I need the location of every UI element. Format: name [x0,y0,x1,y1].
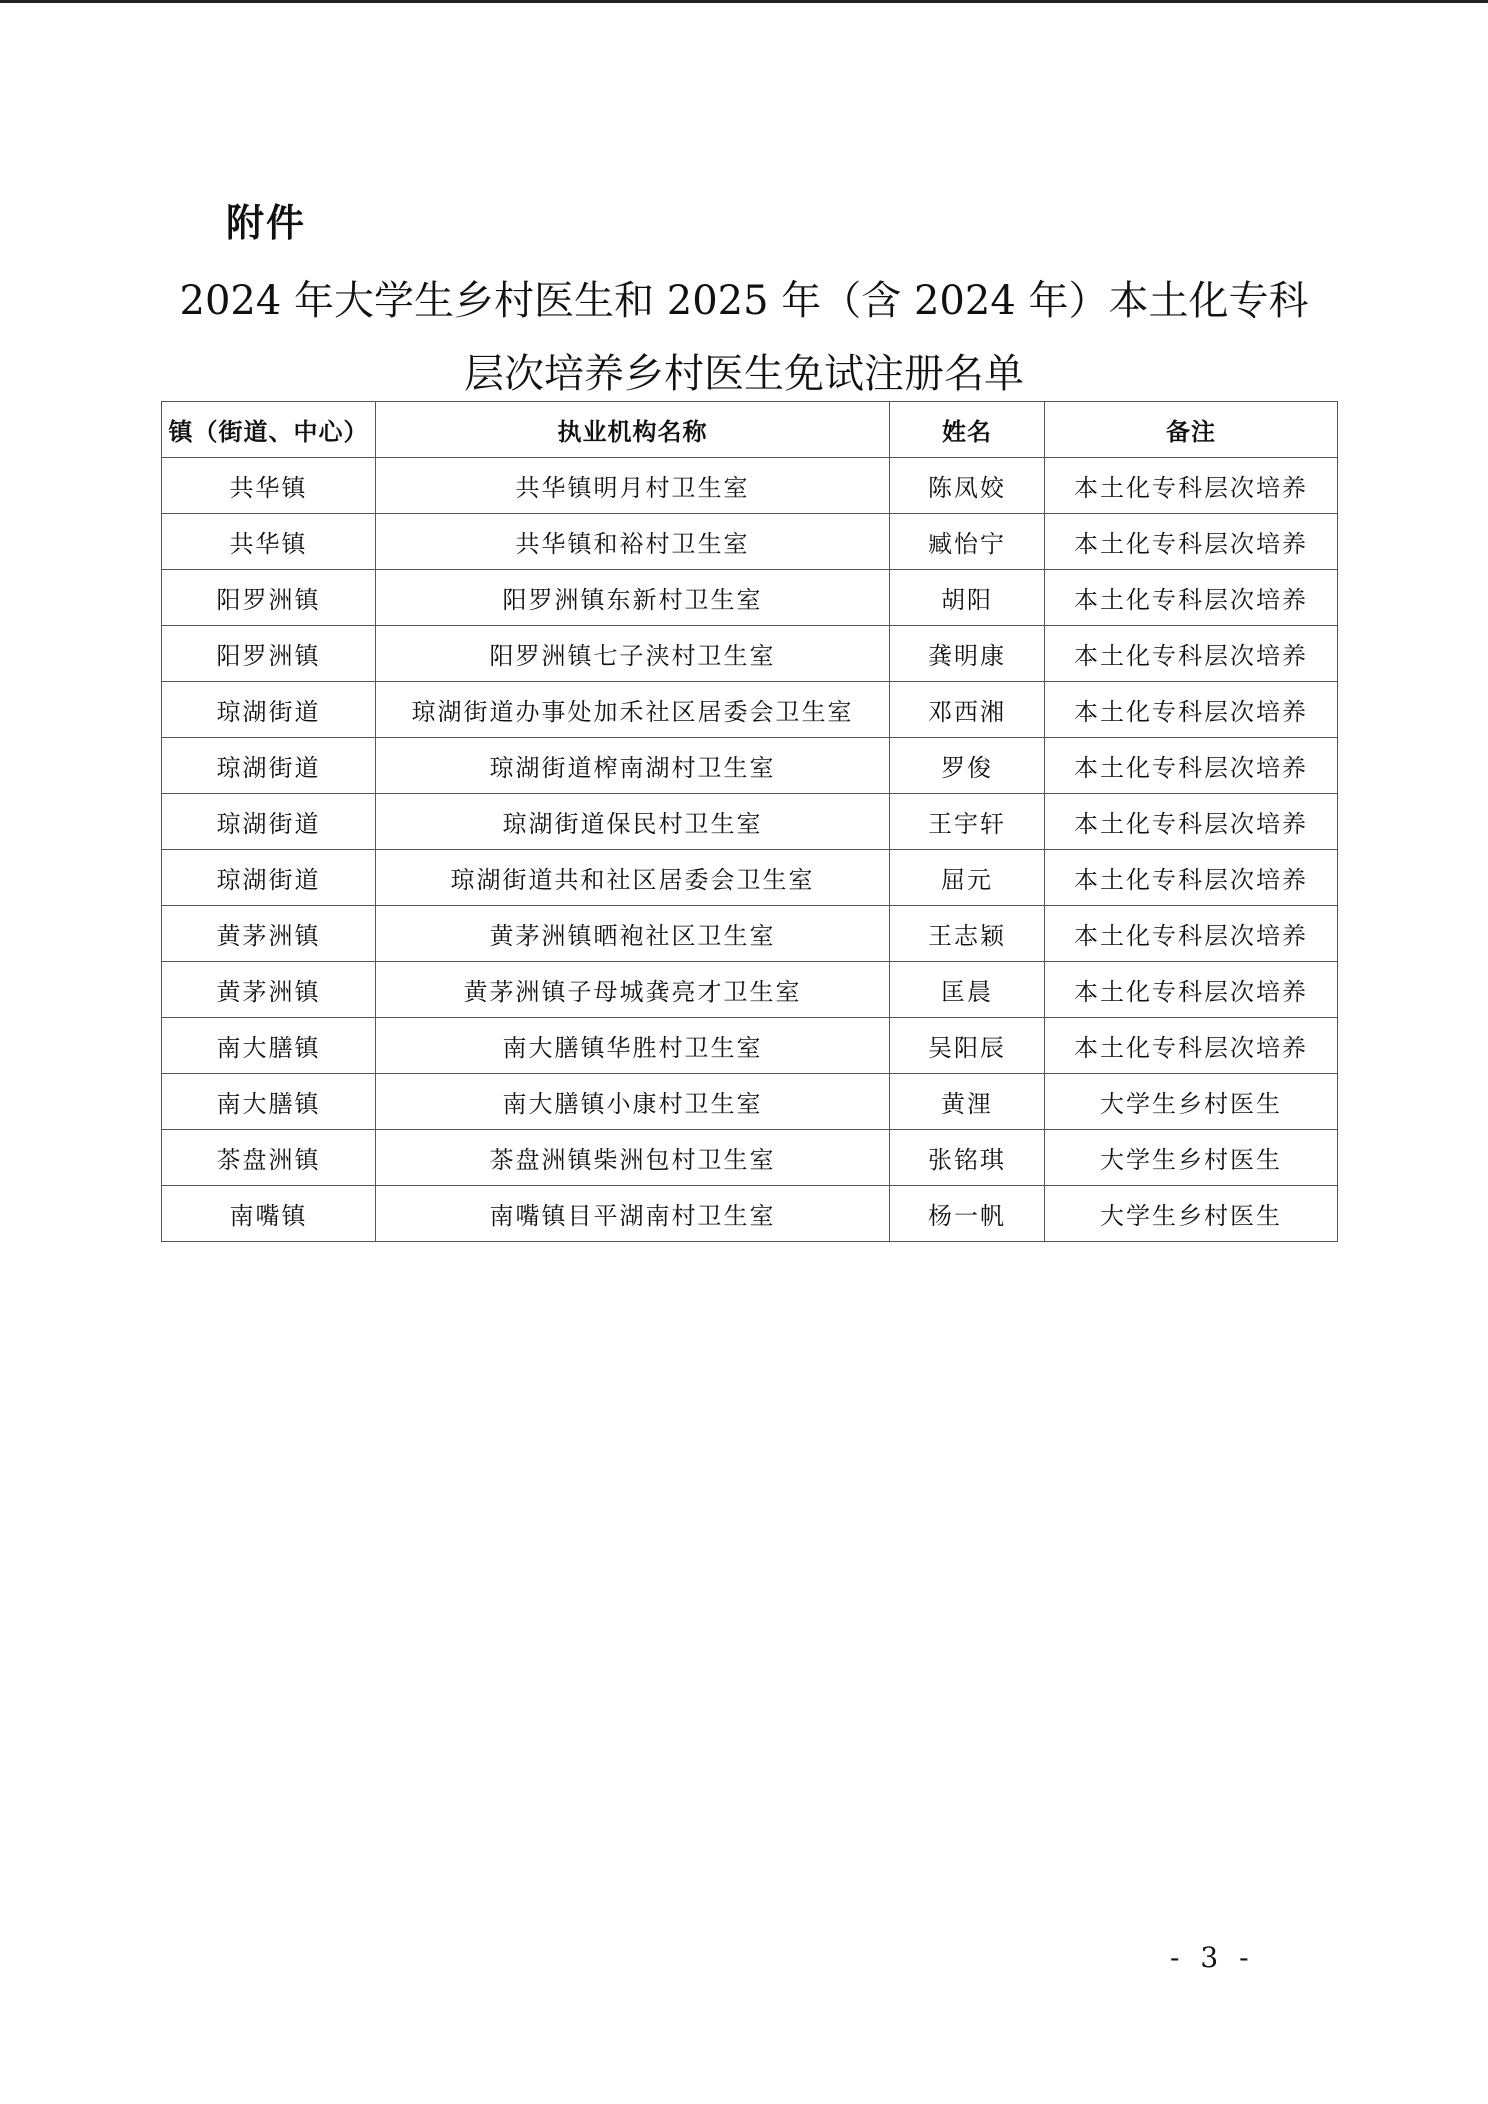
cell-name: 王志颖 [890,906,1045,962]
cell-town: 琼湖街道 [162,794,376,850]
registration-roster-table [161,401,1338,1242]
page-number: - 3 - [1170,1941,1255,1974]
cell-remark: 本土化专科层次培养 [1045,738,1338,794]
cell-town: 南大膳镇 [162,1018,376,1074]
attachment-label: 附件 [226,201,307,245]
cell-name: 杨一帆 [890,1186,1045,1242]
cell-name: 屈元 [890,850,1045,906]
cell-name: 龚明康 [890,626,1045,682]
table-row [162,514,1338,570]
cell-name: 罗俊 [890,738,1045,794]
cell-institution: 阳罗洲镇七子浃村卫生室 [376,626,890,682]
column-header-institution: 执业机构名称 [376,402,890,458]
table-row [162,626,1338,682]
cell-remark: 本土化专科层次培养 [1045,1018,1338,1074]
cell-name: 吴阳辰 [890,1018,1045,1074]
cell-institution: 琼湖街道办事处加禾社区居委会卫生室 [376,682,890,738]
cell-town: 南大膳镇 [162,1074,376,1130]
cell-institution: 南大膳镇华胜村卫生室 [376,1018,890,1074]
cell-institution: 琼湖街道共和社区居委会卫生室 [376,850,890,906]
table-row [162,1074,1338,1130]
cell-institution: 黄茅洲镇晒袍社区卫生室 [376,906,890,962]
cell-institution: 共华镇和裕村卫生室 [376,514,890,570]
cell-remark: 本土化专科层次培养 [1045,794,1338,850]
cell-remark: 本土化专科层次培养 [1045,570,1338,626]
table-row [162,1186,1338,1242]
cell-remark: 本土化专科层次培养 [1045,514,1338,570]
cell-name: 邓西湘 [890,682,1045,738]
cell-institution: 阳罗洲镇东新村卫生室 [376,570,890,626]
cell-institution: 琼湖街道榨南湖村卫生室 [376,738,890,794]
cell-town: 阳罗洲镇 [162,570,376,626]
cell-remark: 大学生乡村医生 [1045,1074,1338,1130]
column-header-town: 镇（街道、中心） [162,402,376,458]
table-row [162,1018,1338,1074]
cell-town: 黄茅洲镇 [162,906,376,962]
cell-remark: 本土化专科层次培养 [1045,850,1338,906]
table-row [162,794,1338,850]
table-row [162,1130,1338,1186]
cell-remark: 本土化专科层次培养 [1045,962,1338,1018]
table-row [162,738,1338,794]
cell-remark: 本土化专科层次培养 [1045,458,1338,514]
cell-institution: 南嘴镇目平湖南村卫生室 [376,1186,890,1242]
cell-town: 琼湖街道 [162,738,376,794]
cell-remark: 本土化专科层次培养 [1045,682,1338,738]
cell-remark: 本土化专科层次培养 [1045,626,1338,682]
cell-name: 黄浬 [890,1074,1045,1130]
cell-remark: 大学生乡村医生 [1045,1186,1338,1242]
cell-institution: 茶盘洲镇柴洲包村卫生室 [376,1130,890,1186]
cell-name: 张铭琪 [890,1130,1045,1186]
page-top-border [0,0,1488,3]
cell-institution: 黄茅洲镇子母城龚亮才卫生室 [376,962,890,1018]
table-row [162,850,1338,906]
table-row [162,682,1338,738]
table-row [162,962,1338,1018]
column-header-name: 姓名 [890,402,1045,458]
cell-remark: 大学生乡村医生 [1045,1130,1338,1186]
table-row [162,906,1338,962]
table-row [162,570,1338,626]
cell-town: 茶盘洲镇 [162,1130,376,1186]
cell-name: 臧怡宁 [890,514,1045,570]
cell-town: 阳罗洲镇 [162,626,376,682]
cell-institution: 共华镇明月村卫生室 [376,458,890,514]
cell-name: 王宇轩 [890,794,1045,850]
cell-town: 南嘴镇 [162,1186,376,1242]
cell-name: 匡晨 [890,962,1045,1018]
cell-town: 共华镇 [162,514,376,570]
cell-town: 黄茅洲镇 [162,962,376,1018]
cell-remark: 本土化专科层次培养 [1045,906,1338,962]
table-row [162,458,1338,514]
cell-town: 琼湖街道 [162,682,376,738]
cell-institution: 琼湖街道保民村卫生室 [376,794,890,850]
table-header-row [162,402,1338,458]
column-header-remark: 备注 [1045,402,1338,458]
cell-name: 胡阳 [890,570,1045,626]
cell-town: 共华镇 [162,458,376,514]
cell-institution: 南大膳镇小康村卫生室 [376,1074,890,1130]
document-title-line-1: 2024 年大学生乡村医生和 2025 年（含 2024 年）本土化专科 [179,278,1309,324]
cell-town: 琼湖街道 [162,850,376,906]
cell-name: 陈凤姣 [890,458,1045,514]
document-title-line-2: 层次培养乡村医生免试注册名单 [464,351,1024,397]
